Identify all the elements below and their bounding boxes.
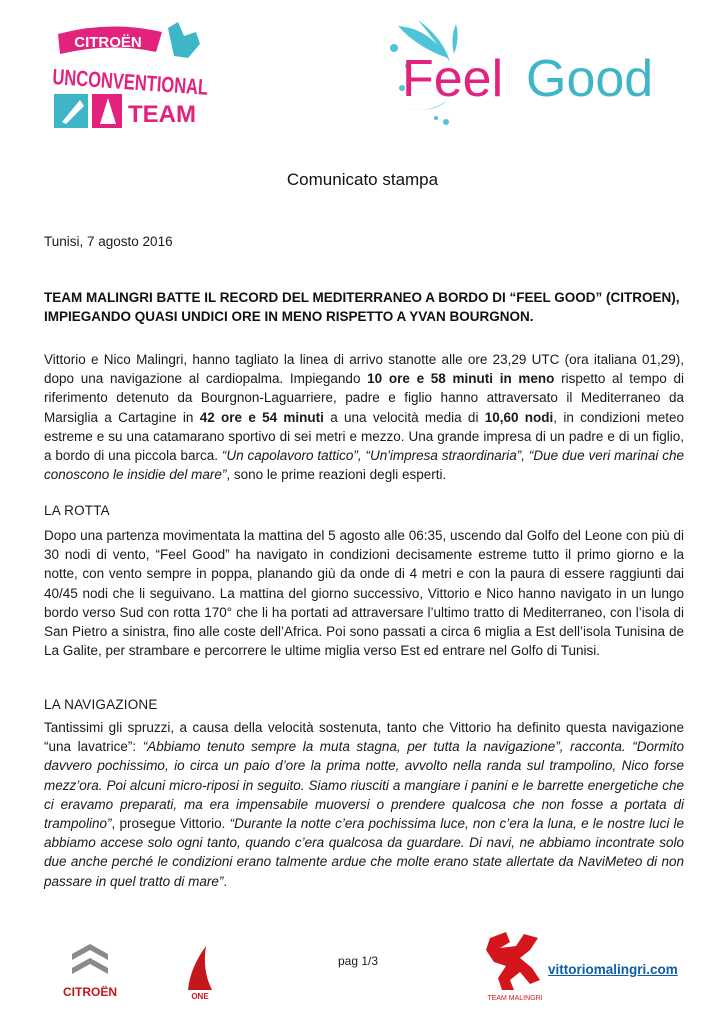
document-date: Tunisi, 7 agosto 2016 <box>44 234 173 249</box>
citroen-chevron-logo <box>50 940 130 1002</box>
website-link[interactable]: vittoriomalingri.com <box>548 962 678 977</box>
footer-team-word: TEAM MALINGRI <box>487 995 543 1002</box>
one-sail-logo <box>180 944 220 1002</box>
citroen-unconventional-team-logo <box>50 22 261 132</box>
document-title: Comunicato stampa <box>286 170 439 189</box>
page-number: pag 1/3 <box>338 954 379 968</box>
feel-good-logo <box>388 18 688 130</box>
logo-citroen-word: CITROËN <box>74 34 142 51</box>
intro-paragraph: Vittorio e Nico Malingri, hanno tagliato la linea di arrivo stanotte alle ore 23,29 UTC (ora italiana 01,29), dopo una navigazione al cardiopalma. Impiegando 10 ore e 58 minuti in meno rispetto al tempo di riferimento detenuto da Bourgnon-Laguarriere, padre e figlio hanno attraversato il Mediterraneo da Marsiglia a Cartagine in 42 ore e 54 minuti a una velocità media di 10,60 nodi, in condizioni meteo estreme e su una catamarano sportivo di sei metri e mezzo. Una grande impresa di un padre e di un figlio, a bordo di una piccola barca. “Un capolavoro tattico”, “Un'impresa straordinaria”, “Due due veri marinai che conoscono le insidie del mare”, sono le prime reazioni degli esperti. <box>44 352 684 483</box>
press-headline: TEAM MALINGRI BATTE IL RECORD DEL MEDITERRANEO A BORDO DI “FEEL GOOD” (CITROEN), IMPIEGANDO QUASI UNDICI ORE IN MENO RISPETTO A YVAN BOURGNON. <box>44 290 680 324</box>
rotta-paragraph: Dopo una partenza movimentata la mattina del 5 agosto alle 06:35, uscendo dal Golfo del Leone con più di 30 nodi di vento, “Feel Good” ha navigato in condizioni decisamente estreme tutto il primo giorno e la notte, con vento sempre in poppa, planando giù da onde di 4 metri e con la paura di essere raggiunti dai 40/45 nodi che li seguivano. La mattina del giorno successivo, Vittorio e Nico hanno navigato in un lungo bordo verso Sud con rotta 170° che li ha portati ad attraversare l’ultimo tratto di Mediterraneo, con l’isola di San Pietro a sinistra, fino alle coste dell’Africa. Poi sono passati a circa 6 miglia a Est dell’isola Tunisina de La Galite, per strambare e percorrere le ultime miglia verso Est ed entrare nel Golfo di Tunisi. <box>44 528 684 659</box>
logo-team-word: TEAM <box>128 101 196 128</box>
hand-icon <box>168 22 200 58</box>
section-heading-navigazione: LA NAVIGAZIONE <box>44 697 158 712</box>
footer-one-word: ONE <box>191 992 209 1001</box>
logo-good-word: Good <box>526 50 654 108</box>
team-malingri-logo <box>480 928 550 1002</box>
footer-citroen-word: CITROËN <box>63 985 117 999</box>
navigazione-paragraph: Tantissimi gli spruzzi, a causa della velocità sostenuta, tanto che Vittorio ha definito questa navigazione “una lavatrice”: “Abbiamo tenuto sempre la muta stagna, per tutta la navigazione”, racconta. “Dormito davvero pochissimo, io circa un paio d’ore la prima notte, avvolto nella randa sul trampolino, Nico forse mezz’ora. Poi alcuni micro-riposi in seguito. Siamo riusciti a mangiare i panini e le barrette energetiche che ci eravamo preparati, ma era impensabile muoversi o prendere qualcosa che non fosse a portata di trampolino”, prosegue Vittorio. “Durante la notte c’era pochissima luce, non c’era la luna, e le nostre luci le abbiamo accese solo ogni tanto, quando c’era qualcosa da guardare. Di navi, ne abbiamo incontrate solo due anche perché le condizioni erano talmente ardue che molte erano state allertate da NaviMeteo di non passare in quel tratto di mare”. <box>44 720 684 889</box>
section-heading-rotta: LA ROTTA <box>44 503 110 518</box>
logo-feel-word: Feel <box>402 50 504 108</box>
logo-unconventional-word: UNCONVENTIONAL <box>51 64 261 104</box>
